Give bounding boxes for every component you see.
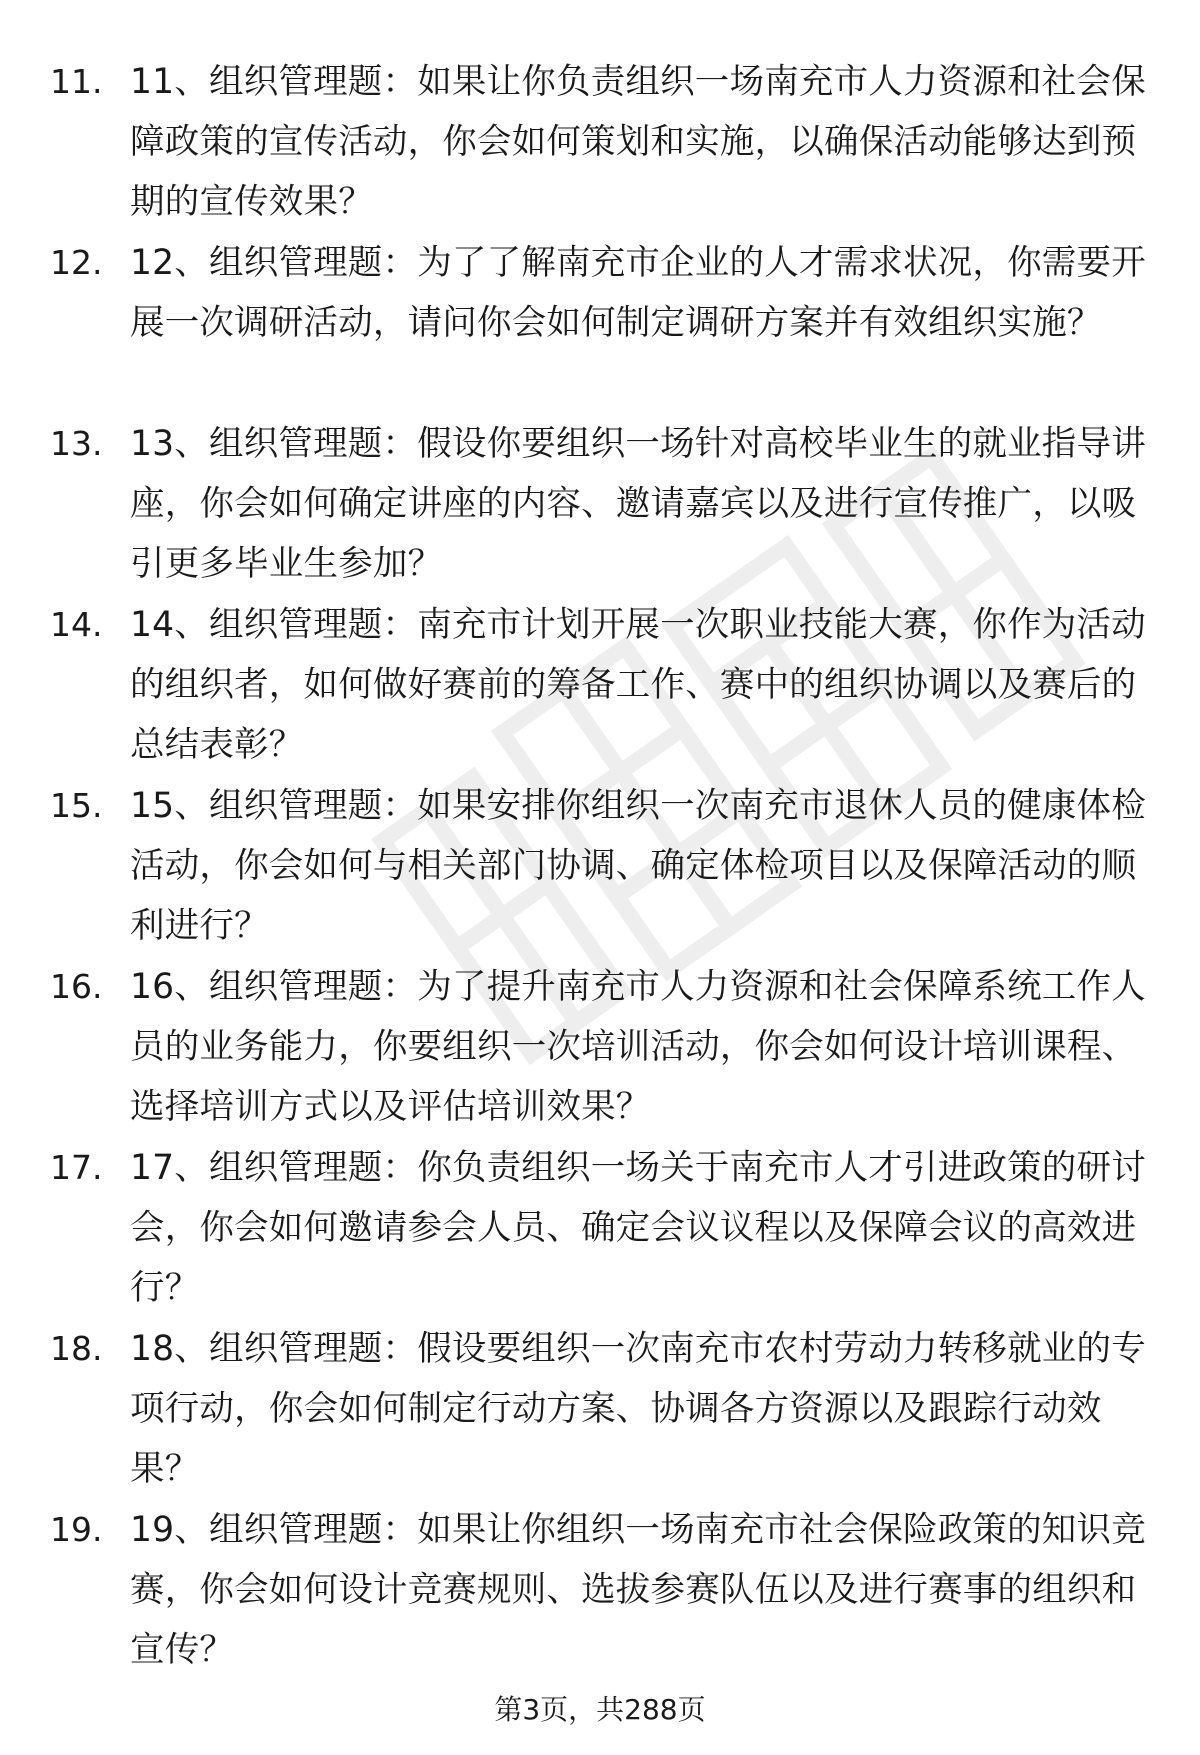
question-item [0, 776, 1200, 957]
question-item [0, 414, 1200, 595]
question-item [0, 1500, 1200, 1681]
question-item [0, 1319, 1200, 1500]
question-text: 15、组织管理题：如果安排你组织一次南充市退休人员的健康体检活动，你会如何与相关部门协调、确定体检项目以及保障活动的顺利进行？ [130, 786, 1146, 946]
question-text: 13、组织管理题：假设你要组织一场针对高校毕业生的就业指导讲座，你会如何确定讲座的内容、邀请嘉宾以及进行宣传推广，以吸引更多毕业生参加？ [130, 424, 1146, 584]
question-item [0, 1138, 1200, 1319]
question-item [0, 595, 1200, 776]
question-text: 19、组织管理题：如果让你组织一场南充市社会保险政策的知识竞赛，你会如何设计竞赛规则、选拔参赛队伍以及进行赛事的组织和宣传？ [130, 1510, 1146, 1670]
question-text: 16、组织管理题：为了提升南充市人力资源和社会保障系统工作人员的业务能力，你要组织一次培训活动，你会如何设计培训课程、选择培训方式以及评估培训效果？ [130, 967, 1146, 1127]
question-number: 18. [50, 1329, 103, 1368]
question-number: 12. [50, 243, 103, 282]
question-number: 11. [50, 62, 103, 101]
page-number-label: 第3页，共288页 [494, 1693, 706, 1726]
question-number: 14. [50, 605, 103, 644]
question-text: 17、组织管理题：你负责组织一场关于南充市人才引进政策的研讨会，你会如何邀请参会人员、确定会议议程以及保障会议的高效进行？ [130, 1148, 1146, 1308]
question-number: 13. [50, 424, 103, 463]
question-text: 18、组织管理题：假设要组织一次南充市农村劳动力转移就业的专项行动，你会如何制定行动方案、协调各方资源以及跟踪行动效果？ [130, 1329, 1146, 1489]
question-item [0, 233, 1200, 414]
question-list [0, 52, 1200, 1681]
question-number: 15. [50, 786, 103, 825]
question-item [0, 52, 1200, 233]
question-text: 12、组织管理题：为了了解南充市企业的人才需求状况，你需要开展一次调研活动，请问你会如何制定调研方案并有效组织实施？ [130, 243, 1146, 343]
question-text: 11、组织管理题：如果让你负责组织一场南充市人力资源和社会保障政策的宣传活动，你会如何策划和实施，以确保活动能够达到预期的宣传效果？ [130, 62, 1146, 222]
question-item [0, 957, 1200, 1138]
question-number: 19. [50, 1510, 103, 1549]
question-number: 16. [50, 967, 103, 1006]
page-footer [0, 1690, 1200, 1730]
question-number: 17. [50, 1148, 103, 1187]
question-text: 14、组织管理题：南充市计划开展一次职业技能大赛，你作为活动的组织者，如何做好赛前的筹备工作、赛中的组织协调以及赛后的总结表彰？ [130, 605, 1146, 765]
